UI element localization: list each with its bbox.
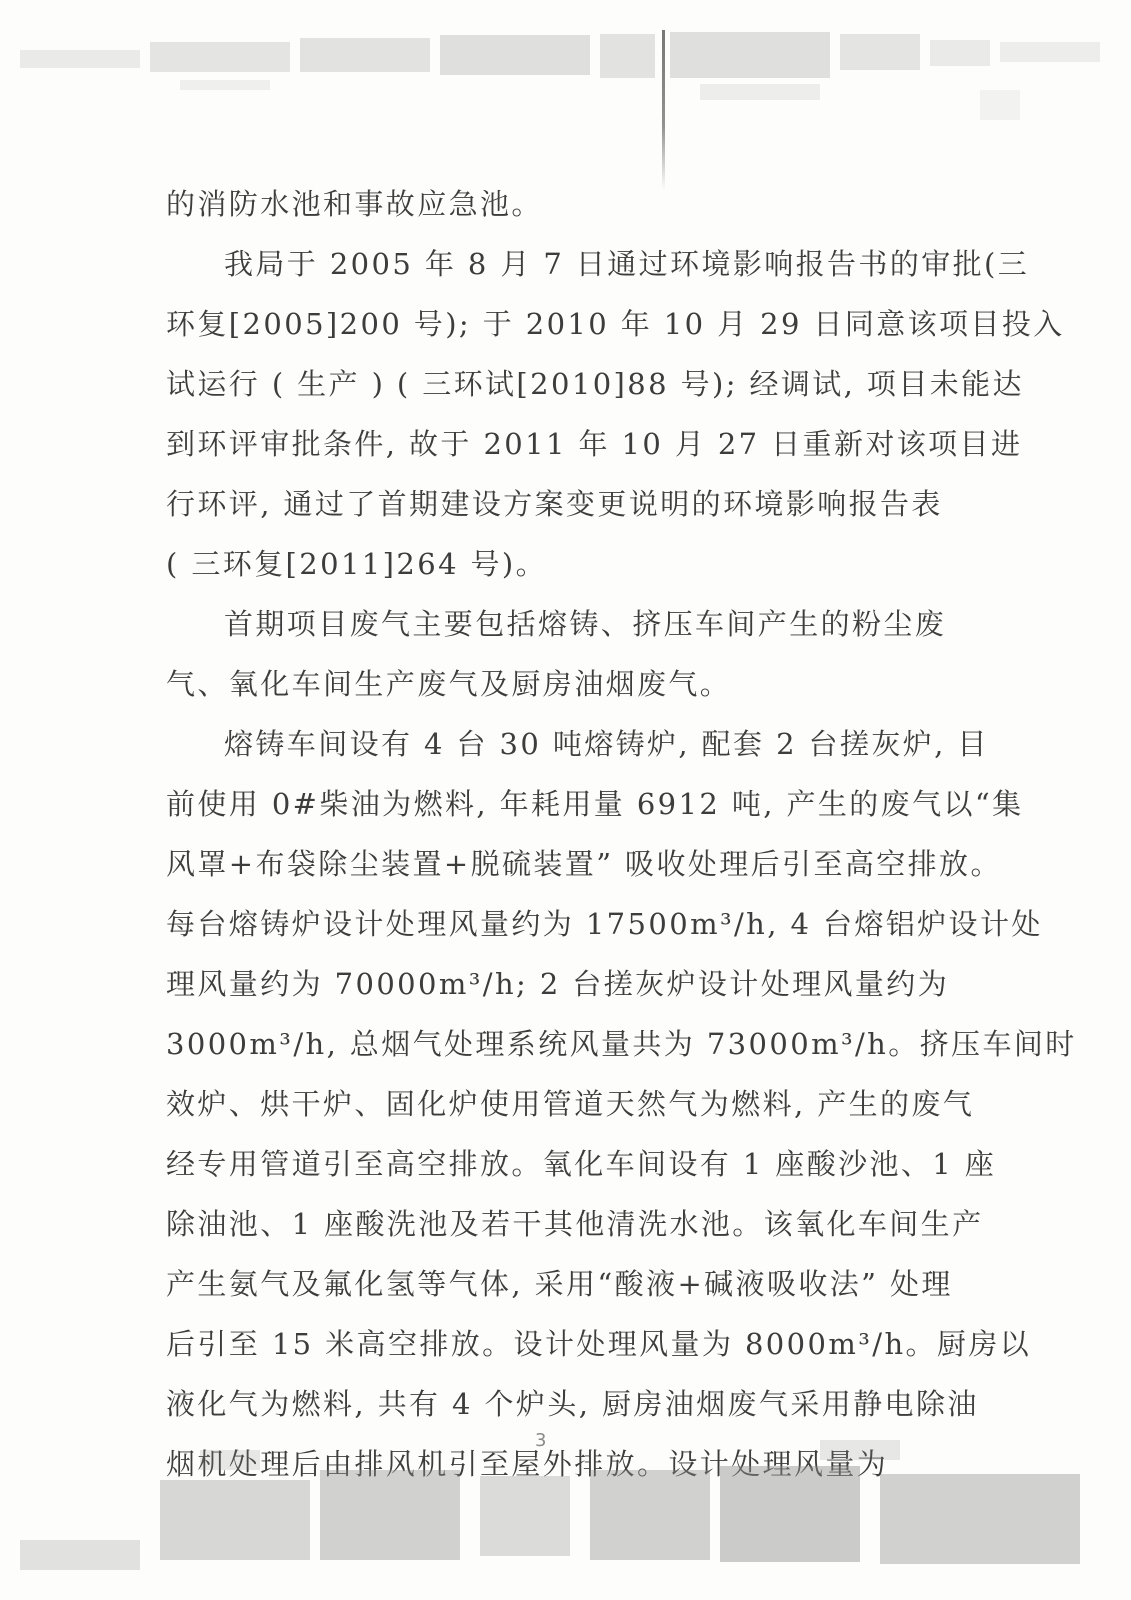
page-number: 3 [535, 1430, 547, 1451]
text-line: 产生氨气及氟化氢等气体, 采用“酸液+碱液吸收法” 处理 [166, 1267, 953, 1301]
text-line: 我局于 2005 年 8 月 7 日通过环境影响报告书的审批(三 [224, 247, 1030, 281]
text-line: 每台熔铸炉设计处理风量约为 17500m³/h, 4 台熔铝炉设计处 [166, 907, 1043, 941]
scan-noise-bottom [0, 1430, 1131, 1600]
text-line: 气、氧化车间生产废气及厨房油烟废气。 [166, 667, 732, 701]
text-line: 后引至 15 米高空排放。设计处理风量为 8000m³/h。厨房以 [166, 1327, 1032, 1361]
text-line: 液化气为燃料, 共有 4 个炉头, 厨房油烟废气采用静电除油 [166, 1387, 979, 1421]
text-line: 效炉、烘干炉、固化炉使用管道天然气为燃料, 产生的废气 [166, 1087, 975, 1121]
text-line: 除油池、1 座酸洗池及若干其他清洗水池。该氧化车间生产 [166, 1207, 984, 1241]
scan-fold-line [662, 30, 665, 190]
scan-noise-top [0, 20, 1131, 140]
text-line: ( 三环复[2011]264 号)。 [166, 547, 548, 581]
text-line: 烟机处理后由排风机引至屋外排放。设计处理风量为 [166, 1447, 889, 1481]
text-line: 风罩+布袋除尘装置+脱硫装置” 吸收处理后引至高空排放。 [166, 847, 1002, 881]
text-line: 理风量约为 70000m³/h; 2 台搓灰炉设计处理风量约为 [166, 967, 950, 1001]
text-line: 试运行 ( 生产 ) ( 三环试[2010]88 号); 经调试, 项目未能达 [166, 367, 1024, 401]
text-line: 到环评审批条件, 故于 2011 年 10 月 27 日重新对该项目进 [166, 427, 1023, 461]
text-line: 的消防水池和事故应急池。 [166, 187, 543, 221]
text-line: 3000m³/h, 总烟气处理系统风量共为 73000m³/h。挤压车间时 [166, 1027, 1077, 1061]
text-line: 前使用 0#柴油为燃料, 年耗用量 6912 吨, 产生的废气以“集 [166, 787, 1024, 821]
text-line: 行环评, 通过了首期建设方案变更说明的环境影响报告表 [166, 487, 943, 521]
text-line: 首期项目废气主要包括熔铸、挤压车间产生的粉尘废 [224, 607, 947, 641]
text-line: 环复[2005]200 号); 于 2010 年 10 月 29 日同意该项目投入 [166, 307, 1065, 341]
text-line: 熔铸车间设有 4 台 30 吨熔铸炉, 配套 2 台搓灰炉, 目 [224, 727, 989, 761]
text-line: 经专用管道引至高空排放。氧化车间设有 1 座酸沙池、1 座 [166, 1147, 997, 1181]
